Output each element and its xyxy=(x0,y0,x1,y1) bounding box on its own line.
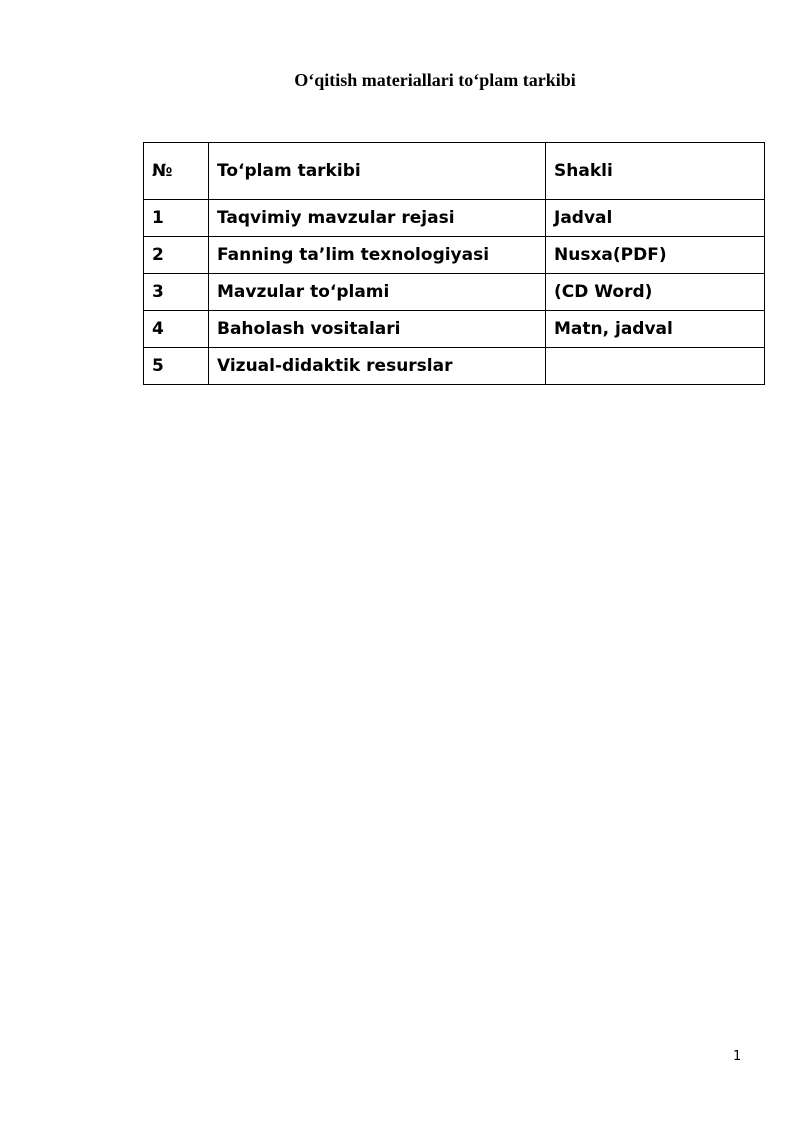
table-row xyxy=(144,274,765,311)
row-form: Nusxa(PDF) xyxy=(546,237,765,274)
table-header-row xyxy=(144,143,765,200)
document-title: O‘qitish materiallari to‘plam tarkibi xyxy=(294,70,576,90)
table-row xyxy=(144,237,765,274)
row-number: 2 xyxy=(144,237,209,274)
page-number: 1 xyxy=(733,1049,742,1064)
row-content: Mavzular to‘plami xyxy=(209,274,546,311)
row-number: 1 xyxy=(144,200,209,237)
row-content: Vizual-didaktik resurslar xyxy=(209,348,546,385)
row-number: 3 xyxy=(144,274,209,311)
header-form: Shakli xyxy=(546,143,765,200)
row-form: Matn, jadval xyxy=(546,311,765,348)
table-row xyxy=(144,200,765,237)
row-content: Fanning ta’lim texnologiyasi xyxy=(209,237,546,274)
materials-table xyxy=(143,142,765,385)
row-number: 4 xyxy=(144,311,209,348)
table-body xyxy=(144,200,765,385)
row-form: (CD Word) xyxy=(546,274,765,311)
table-header xyxy=(144,143,765,200)
header-content: To‘plam tarkibi xyxy=(209,143,546,200)
row-form: Jadval xyxy=(546,200,765,237)
row-form xyxy=(546,348,765,385)
row-content: Baholash vositalari xyxy=(209,311,546,348)
table-row xyxy=(144,348,765,385)
table-row xyxy=(144,311,765,348)
header-number: № xyxy=(144,143,209,200)
row-number: 5 xyxy=(144,348,209,385)
row-content: Taqvimiy mavzular rejasi xyxy=(209,200,546,237)
